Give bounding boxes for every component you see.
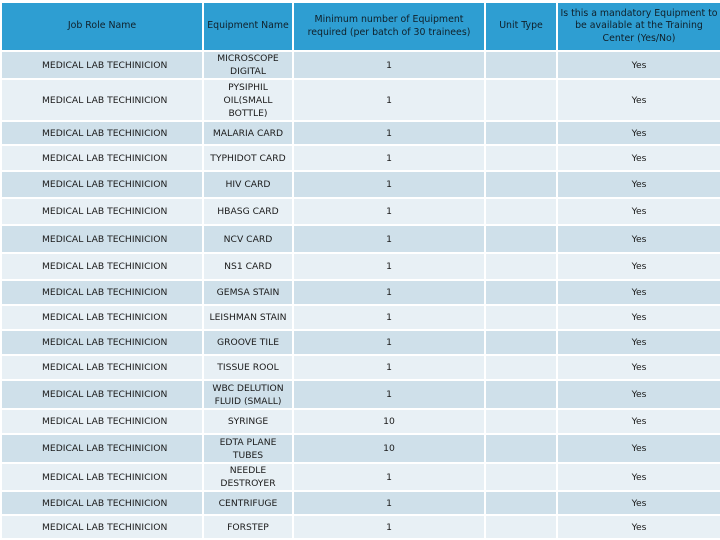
cell-equipment-name: NS1 CARD bbox=[204, 254, 292, 279]
header-equipment-name: Equipment Name bbox=[204, 3, 292, 50]
cell-unit-type bbox=[486, 199, 556, 224]
cell-mandatory: Yes bbox=[558, 410, 720, 433]
cell-minimum-number: 1 bbox=[294, 516, 484, 538]
header-minimum-number: Minimum number of Equipment required (per batch of 30 trainees) bbox=[294, 3, 484, 50]
header-mandatory: Is this a mandatory Equipment to be available at the Training Center (Yes/No) bbox=[558, 3, 720, 50]
cell-minimum-number: 1 bbox=[294, 122, 484, 144]
table-row bbox=[2, 146, 720, 170]
table-row bbox=[2, 80, 720, 120]
cell-minimum-number: 1 bbox=[294, 281, 484, 304]
cell-job-role: MEDICAL LAB TECHINICION bbox=[2, 410, 202, 433]
cell-equipment-name: MALARIA CARD bbox=[204, 122, 292, 144]
cell-equipment-name: TYPHIDOT CARD bbox=[204, 146, 292, 170]
cell-equipment-name: NCV CARD bbox=[204, 226, 292, 252]
cell-mandatory: Yes bbox=[558, 172, 720, 197]
table-row bbox=[2, 356, 720, 379]
cell-equipment-name: GROOVE TILE bbox=[204, 331, 292, 354]
cell-minimum-number: 10 bbox=[294, 410, 484, 433]
cell-job-role: MEDICAL LAB TECHINICION bbox=[2, 464, 202, 490]
cell-job-role: MEDICAL LAB TECHINICION bbox=[2, 226, 202, 252]
table-row bbox=[2, 516, 720, 538]
cell-minimum-number: 1 bbox=[294, 172, 484, 197]
cell-mandatory: Yes bbox=[558, 516, 720, 538]
cell-equipment-name: LEISHMAN STAIN bbox=[204, 306, 292, 329]
cell-equipment-name: EDTA PLANE TUBES bbox=[204, 435, 292, 462]
cell-minimum-number: 1 bbox=[294, 381, 484, 408]
table-row bbox=[2, 172, 720, 197]
cell-mandatory: Yes bbox=[558, 331, 720, 354]
cell-job-role: MEDICAL LAB TECHINICION bbox=[2, 516, 202, 538]
cell-job-role: MEDICAL LAB TECHINICION bbox=[2, 435, 202, 462]
cell-unit-type bbox=[486, 146, 556, 170]
cell-mandatory: Yes bbox=[558, 435, 720, 462]
header-job-role: Job Role Name bbox=[2, 3, 202, 50]
cell-unit-type bbox=[486, 80, 556, 120]
cell-equipment-name: GEMSA STAIN bbox=[204, 281, 292, 304]
cell-mandatory: Yes bbox=[558, 226, 720, 252]
cell-unit-type bbox=[486, 381, 556, 408]
equipment-table bbox=[0, 1, 720, 540]
cell-unit-type bbox=[486, 122, 556, 144]
cell-job-role: MEDICAL LAB TECHINICION bbox=[2, 306, 202, 329]
cell-job-role: MEDICAL LAB TECHINICION bbox=[2, 356, 202, 379]
cell-equipment-name: SYRINGE bbox=[204, 410, 292, 433]
table-row bbox=[2, 435, 720, 462]
cell-unit-type bbox=[486, 172, 556, 197]
cell-mandatory: Yes bbox=[558, 356, 720, 379]
cell-unit-type bbox=[486, 435, 556, 462]
cell-mandatory: Yes bbox=[558, 381, 720, 408]
cell-mandatory: Yes bbox=[558, 146, 720, 170]
table-row bbox=[2, 226, 720, 252]
cell-unit-type bbox=[486, 410, 556, 433]
cell-mandatory: Yes bbox=[558, 199, 720, 224]
cell-mandatory: Yes bbox=[558, 52, 720, 78]
header-unit-type: Unit Type bbox=[486, 3, 556, 50]
header-row bbox=[2, 3, 720, 50]
cell-minimum-number: 1 bbox=[294, 356, 484, 379]
cell-equipment-name: CENTRIFUGE bbox=[204, 492, 292, 514]
cell-mandatory: Yes bbox=[558, 464, 720, 490]
cell-job-role: MEDICAL LAB TECHINICION bbox=[2, 254, 202, 279]
cell-unit-type bbox=[486, 331, 556, 354]
cell-minimum-number: 1 bbox=[294, 80, 484, 120]
cell-unit-type bbox=[486, 281, 556, 304]
cell-unit-type bbox=[486, 356, 556, 379]
cell-equipment-name: NEEDLE DESTROYER bbox=[204, 464, 292, 490]
cell-minimum-number: 1 bbox=[294, 226, 484, 252]
table-row bbox=[2, 306, 720, 329]
cell-unit-type bbox=[486, 226, 556, 252]
table-row bbox=[2, 410, 720, 433]
cell-unit-type bbox=[486, 464, 556, 490]
cell-job-role: MEDICAL LAB TECHINICION bbox=[2, 52, 202, 78]
cell-job-role: MEDICAL LAB TECHINICION bbox=[2, 381, 202, 408]
cell-unit-type bbox=[486, 52, 556, 78]
cell-mandatory: Yes bbox=[558, 254, 720, 279]
cell-minimum-number: 1 bbox=[294, 199, 484, 224]
cell-job-role: MEDICAL LAB TECHINICION bbox=[2, 80, 202, 120]
cell-job-role: MEDICAL LAB TECHINICION bbox=[2, 199, 202, 224]
table-row bbox=[2, 52, 720, 78]
table-row bbox=[2, 122, 720, 144]
cell-unit-type bbox=[486, 516, 556, 538]
table-row bbox=[2, 492, 720, 514]
cell-minimum-number: 1 bbox=[294, 331, 484, 354]
cell-job-role: MEDICAL LAB TECHINICION bbox=[2, 146, 202, 170]
cell-equipment-name: WBC DELUTION FLUID (SMALL) bbox=[204, 381, 292, 408]
cell-mandatory: Yes bbox=[558, 80, 720, 120]
cell-mandatory: Yes bbox=[558, 281, 720, 304]
cell-equipment-name: MICROSCOPE DIGITAL bbox=[204, 52, 292, 78]
table-row bbox=[2, 331, 720, 354]
cell-minimum-number: 1 bbox=[294, 306, 484, 329]
cell-mandatory: Yes bbox=[558, 492, 720, 514]
cell-unit-type bbox=[486, 492, 556, 514]
cell-mandatory: Yes bbox=[558, 122, 720, 144]
table-row bbox=[2, 199, 720, 224]
cell-job-role: MEDICAL LAB TECHINICION bbox=[2, 122, 202, 144]
table-row bbox=[2, 281, 720, 304]
cell-minimum-number: 1 bbox=[294, 492, 484, 514]
cell-minimum-number: 1 bbox=[294, 52, 484, 78]
cell-job-role: MEDICAL LAB TECHINICION bbox=[2, 172, 202, 197]
table-row bbox=[2, 464, 720, 490]
cell-minimum-number: 1 bbox=[294, 146, 484, 170]
table-row bbox=[2, 254, 720, 279]
cell-minimum-number: 1 bbox=[294, 464, 484, 490]
cell-unit-type bbox=[486, 306, 556, 329]
cell-equipment-name: HIV CARD bbox=[204, 172, 292, 197]
cell-equipment-name: TISSUE ROOL bbox=[204, 356, 292, 379]
cell-mandatory: Yes bbox=[558, 306, 720, 329]
table-row bbox=[2, 381, 720, 408]
cell-equipment-name: PYSIPHIL OIL(SMALL BOTTLE) bbox=[204, 80, 292, 120]
cell-job-role: MEDICAL LAB TECHINICION bbox=[2, 492, 202, 514]
cell-minimum-number: 10 bbox=[294, 435, 484, 462]
cell-minimum-number: 1 bbox=[294, 254, 484, 279]
cell-equipment-name: HBASG CARD bbox=[204, 199, 292, 224]
cell-equipment-name: FORSTEP bbox=[204, 516, 292, 538]
cell-job-role: MEDICAL LAB TECHINICION bbox=[2, 281, 202, 304]
cell-unit-type bbox=[486, 254, 556, 279]
cell-job-role: MEDICAL LAB TECHINICION bbox=[2, 331, 202, 354]
